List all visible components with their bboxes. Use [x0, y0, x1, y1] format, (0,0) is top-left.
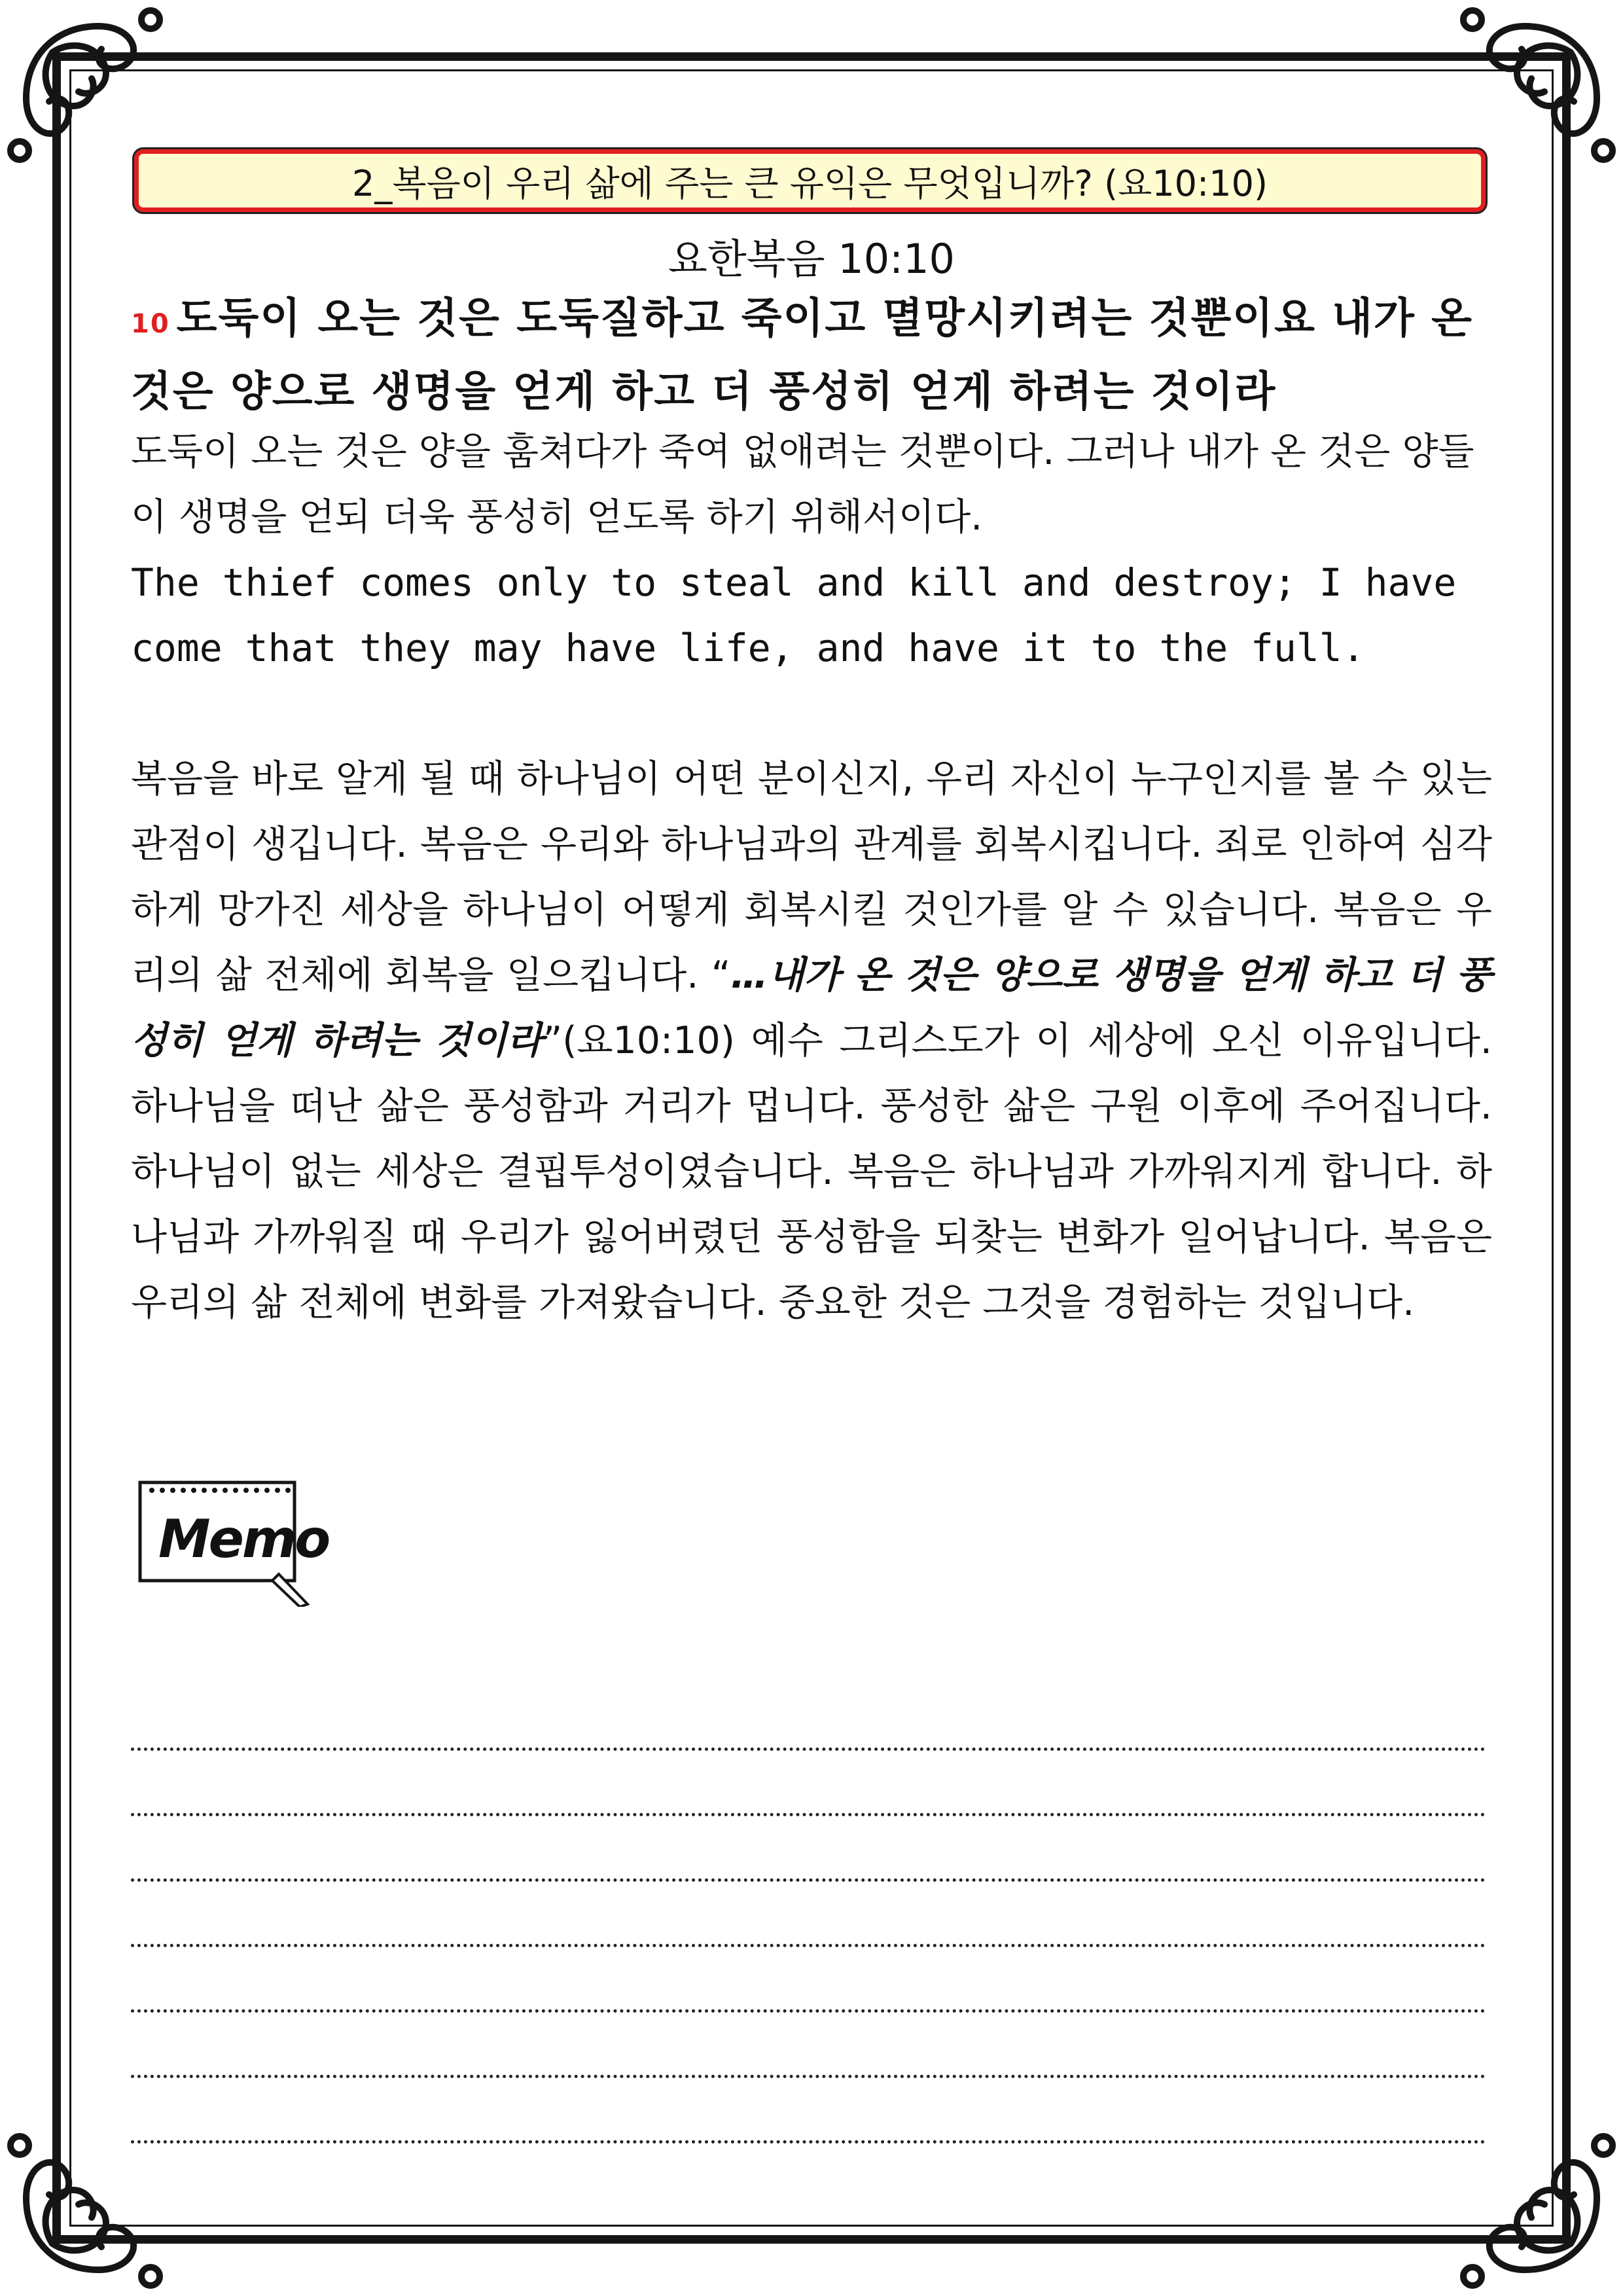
- commentary-part-1: 복음을 바로 알게 될 때 하나님이 어떤 분이신지, 우리 자신이 누구인지를 볼 수 있는 관점이 생깁니다. 복음은 우리와 하나님과의 관계를 회복시킵니다. 죄로 인하여 심각하게 망가진 세상을 하나님이 어떻게 회복시킬 것인가를 알 수 있습니다. 복음은 우리의 삶 전체에 회복을 일으킵니다. “: [131, 757, 1492, 997]
- memo-line[interactable]: [131, 2013, 1486, 2078]
- memo-line[interactable]: [131, 1947, 1486, 2013]
- memo-line[interactable]: [131, 1685, 1486, 1751]
- verse-number: 10: [131, 309, 170, 339]
- question-title-text: 2_복음이 우리 삶에 주는 큰 유익은 무엇입니까? (요10:10): [351, 162, 1268, 204]
- commentary-paragraph: [131, 746, 1492, 1335]
- memo-line[interactable]: [131, 1751, 1486, 1816]
- memo-label: Memo: [158, 1509, 329, 1570]
- verse-text: [131, 285, 1492, 426]
- english-translation: The thief comes only to steal and kill and destroy; I have come that they may have life, and have it to the full.: [131, 560, 1457, 670]
- commentary-part-2: ”(요10:10) 예수 그리스도가 이 세상에 오신 이유입니다. 하나님을 떠난 삶은 풍성함과 거리가 멉니다. 풍성한 삶은 구원 이후에 주어집니다. 하나님이 없는 세상은 결핍투성이였습니다. 복음은 하나님과 가까워지게 합니다. 하나님과 가까워질 때 우리가 잃어버렸던 풍성함을 되찾는 변화가 일어납니다. 복음은 우리의 삶 전체에 변화를 가져왔습니다. 중요한 것은 그것을 경험하는 것입니다.: [131, 1019, 1493, 1324]
- commentary-quote: …내가 온 것은 양으로 생명을 얻게 하고 더 풍성히 얻게 하려는 것이라: [131, 954, 1492, 1062]
- scripture-reference: 요한복음 10:10: [668, 235, 955, 283]
- question-title: [134, 149, 1486, 212]
- verse-bold-text: 도둑이 오는 것은 도둑질하고 죽이고 멸망시키려는 것뿐이요 내가 온 것은 양으로 생명을 얻게 하고 더 풍성히 얻게 하려는 것이라: [131, 295, 1473, 416]
- memo-line[interactable]: [131, 2078, 1486, 2144]
- memo-line[interactable]: [131, 1816, 1486, 1882]
- memo-lines: [131, 1685, 1486, 2144]
- modern-korean-translation: 도둑이 오는 것은 양을 훔쳐다가 죽여 없애려는 것뿐이다. 그러나 내가 온 것은 양들이 생명을 얻되 더욱 풍성히 얻도록 하기 위해서이다.: [131, 430, 1474, 539]
- memo-line[interactable]: [131, 1882, 1486, 1947]
